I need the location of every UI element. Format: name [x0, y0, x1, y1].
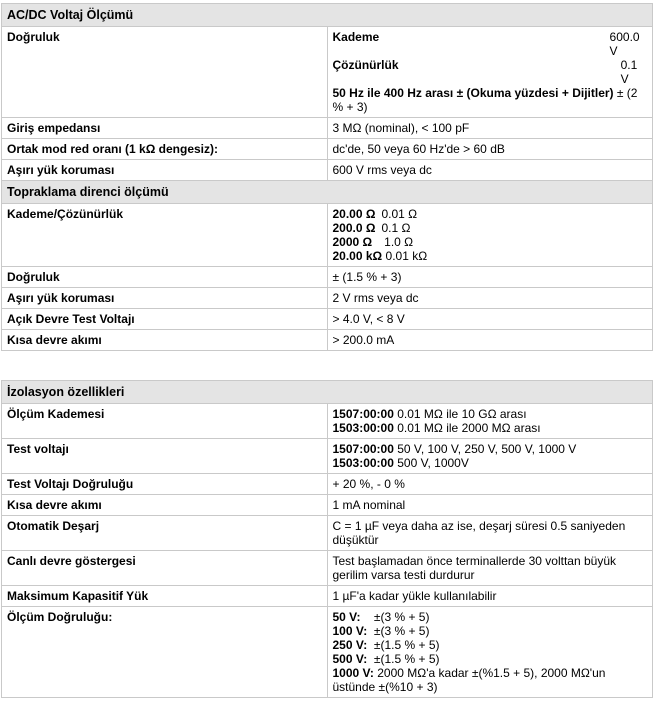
table-row [2, 404, 653, 439]
ground-overload-value: 2 V rms veya dc [327, 288, 653, 309]
live-circuit-value: Test başlamadan önce terminallerde 30 volttan büyük gerilim varsa testi durdurur [327, 551, 653, 586]
insulation-range-item: 1503:00:00 0.01 MΩ ile 2000 MΩ arası [332, 421, 541, 435]
table-row [2, 607, 653, 698]
insulation-spec-table [1, 380, 653, 698]
voltage-overload-label: Aşırı yük koruması [2, 160, 328, 181]
insulation-range-values [327, 404, 653, 439]
voltage-range-row [333, 30, 648, 58]
voltage-resolution-row [333, 58, 648, 86]
table-row [2, 27, 653, 118]
accuracy-item: 50 V: ±(3 % + 5) [332, 610, 430, 624]
ground-range-item: 20.00 kΩ 0.01 kΩ [332, 249, 428, 263]
auto-discharge-value: C = 1 µF veya daha az ise, deşarj süresi 0.5 saniyeden düşüktür [327, 516, 653, 551]
ground-accuracy-value: ± (1.5 % + 3) [327, 267, 653, 288]
insulation-short-value: 1 mA nominal [327, 495, 653, 516]
table-row [2, 267, 653, 288]
test-voltage-values [327, 439, 653, 474]
accuracy-item: 1000 V: 2000 MΩ'a kadar ±(%1.5 + 5), 2000 MΩ'un üstünde ±(%10 + 3) [332, 666, 606, 694]
table-row [2, 586, 653, 607]
ground-range-item: 2000 Ω 1.0 Ω [332, 235, 414, 249]
input-impedance-value: 3 MΩ (nominal), < 100 pF [327, 118, 653, 139]
accuracy-item: 250 V: ±(1.5 % + 5) [332, 638, 440, 652]
table-row [2, 439, 653, 474]
table-row [2, 160, 653, 181]
table-row [2, 118, 653, 139]
live-circuit-label: Canlı devre göstergesi [2, 551, 328, 586]
table-row [2, 474, 653, 495]
insulation-range-label: Ölçüm Kademesi [2, 404, 328, 439]
voltage-accuracy-label: Doğruluk [2, 27, 328, 118]
table-row [2, 309, 653, 330]
accuracy-item: 100 V: ±(3 % + 5) [332, 624, 430, 638]
table-row [2, 516, 653, 551]
auto-discharge-label: Otomatik Deşarj [2, 516, 328, 551]
voltage-section-title: AC/DC Voltaj Ölçümü [2, 4, 653, 27]
test-voltage-label: Test voltajı [2, 439, 328, 474]
voltage-accuracy-value [327, 27, 653, 118]
measurement-accuracy-values [327, 607, 653, 698]
voltage-resolution-value: 0.1 V [620, 58, 638, 86]
insulation-short-label: Kısa devre akımı [2, 495, 328, 516]
ground-short-label: Kısa devre akımı [2, 330, 328, 351]
cmrr-label: Ortak mod red oranı (1 kΩ dengesiz): [2, 139, 328, 160]
ground-range-item: 200.0 Ω 0.1 Ω [332, 221, 411, 235]
voltage-accuracy-key: 50 Hz ile 400 Hz arası ± (Okuma yüzdesi + Dijitler) [332, 86, 614, 100]
measurement-accuracy-label: Ölçüm Doğruluğu: [2, 607, 328, 698]
voltage-range-value: 600.0 V [609, 30, 640, 58]
open-circuit-label: Açık Devre Test Voltajı [2, 309, 328, 330]
ground-short-value: > 200.0 mA [327, 330, 653, 351]
cmrr-value: dc'de, 50 veya 60 Hz'de > 60 dB [327, 139, 653, 160]
voltage-overload-value: 600 V rms veya dc [327, 160, 653, 181]
table-row [2, 288, 653, 309]
ground-section-title: Topraklama direnci ölçümü [2, 181, 653, 204]
input-impedance-label: Giriş empedansı [2, 118, 328, 139]
voltage-range-key: Kademe [332, 30, 380, 44]
ground-range-item: 20.00 Ω 0.01 Ω [332, 207, 418, 221]
insulation-section-title: İzolasyon özellikleri [2, 381, 653, 404]
ground-range-values [327, 204, 653, 267]
voltage-spec-table [1, 3, 653, 181]
ground-spec-table [1, 180, 653, 351]
insulation-range-item: 1507:00:00 0.01 MΩ ile 10 GΩ arası [332, 407, 527, 421]
test-voltage-item: 1503:00:00 500 V, 1000V [332, 456, 469, 470]
table-row [2, 330, 653, 351]
voltage-resolution-key: Çözünürlük [332, 58, 399, 72]
max-capacitive-value: 1 µF'a kadar yükle kullanılabilir [327, 586, 653, 607]
max-capacitive-label: Maksimum Kapasitif Yük [2, 586, 328, 607]
ground-overload-label: Aşırı yük koruması [2, 288, 328, 309]
table-row [2, 551, 653, 586]
table-row [2, 139, 653, 160]
test-voltage-accuracy-label: Test Voltajı Doğruluğu [2, 474, 328, 495]
table-row [2, 495, 653, 516]
ground-range-label: Kademe/Çözünürlük [2, 204, 328, 267]
accuracy-item: 500 V: ±(1.5 % + 5) [332, 652, 440, 666]
open-circuit-value: > 4.0 V, < 8 V [327, 309, 653, 330]
voltage-accuracy-row [333, 86, 648, 114]
test-voltage-accuracy-value: + 20 %, - 0 % [327, 474, 653, 495]
table-row [2, 204, 653, 267]
voltage-accuracy-figure: ± (2 % + 3) [332, 86, 638, 114]
test-voltage-item: 1507:00:00 50 V, 100 V, 250 V, 500 V, 1000 V [332, 442, 577, 456]
ground-accuracy-label: Doğruluk [2, 267, 328, 288]
